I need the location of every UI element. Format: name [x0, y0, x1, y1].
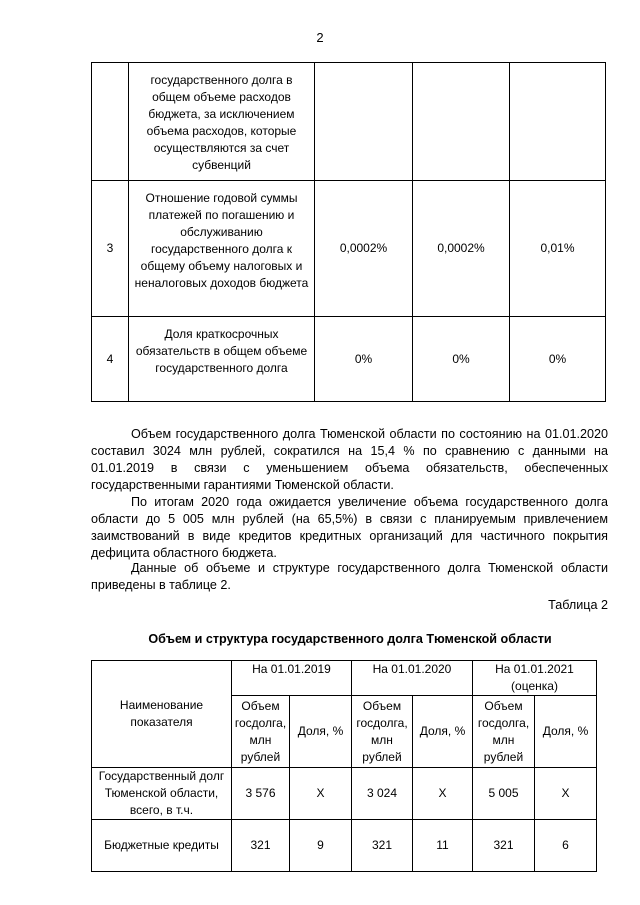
- value-cell: 0,0002%: [315, 181, 413, 317]
- share-header: Доля, %: [290, 696, 352, 768]
- paragraph: Данные об объеме и структуре государственного долга Тюменской области приведены в таблице 2.: [91, 561, 608, 592]
- value-cell: [315, 63, 413, 181]
- value-cell: 9: [290, 820, 352, 872]
- indicator-text: Отношение годовой суммы платежей по погашению и обслуживанию государственного долга к общему объему налоговых и неналоговых доходов бюджета: [129, 181, 315, 317]
- debt-structure-table: [91, 660, 597, 872]
- value-cell: Х: [535, 768, 597, 820]
- volume-header: Объем госдолга, млн рублей: [352, 696, 413, 768]
- period-header: На 01.01.2019: [232, 661, 352, 696]
- value-cell: 0,0002%: [413, 181, 510, 317]
- value-cell: 11: [413, 820, 473, 872]
- page-number: 2: [316, 30, 324, 45]
- table-row: [92, 317, 606, 402]
- value-cell: 321: [352, 820, 413, 872]
- table-row: [92, 181, 606, 317]
- value-cell: 3 576: [232, 768, 290, 820]
- value-cell: 0%: [510, 317, 606, 402]
- paragraph: Объем государственного долга Тюменской области по состоянию на 01.01.2020 составил 3024 млн рублей, сократился на 15,4 % по сравнению с данными на 01.01.2019 в связи с уменьшением объема обязательств, обеспеченных государственными гарантиями Тюменской области.: [91, 427, 608, 492]
- share-header: Доля, %: [413, 696, 473, 768]
- value-cell: 0,01%: [510, 181, 606, 317]
- table-row: [92, 820, 597, 872]
- indicator-text: Доля краткосрочных обязательств в общем объеме государственного долга: [129, 317, 315, 402]
- share-header: Доля, %: [535, 696, 597, 768]
- value-cell: 0%: [315, 317, 413, 402]
- period-header: На 01.01.2020: [352, 661, 473, 696]
- value-cell: Х: [290, 768, 352, 820]
- row-name: Государственный долг Тюменской области, всего, в т.ч.: [92, 768, 232, 820]
- table-title: Объем и структура государственного долга Тюменской области: [148, 632, 552, 646]
- indicator-text: государственного долга в общем объеме расходов бюджета, за исключением объема расходов, которые осуществляются за счет субвенций: [129, 63, 315, 181]
- indicators-table: [91, 62, 606, 402]
- table-row: [92, 768, 597, 820]
- value-cell: [413, 63, 510, 181]
- value-cell: 3 024: [352, 768, 413, 820]
- volume-header: Объем госдолга, млн рублей: [232, 696, 290, 768]
- period-header: На 01.01.2021 (оценка): [473, 661, 597, 696]
- header-row: [92, 661, 597, 696]
- body-text: [91, 560, 608, 594]
- value-cell: 321: [473, 820, 535, 872]
- row-name: Бюджетные кредиты: [92, 820, 232, 872]
- row-number: 3: [92, 181, 129, 317]
- table-caption: Таблица 2: [548, 598, 608, 612]
- value-cell: 0%: [413, 317, 510, 402]
- header-name: Наименование показателя: [92, 661, 232, 768]
- volume-header: Объем госдолга, млн рублей: [473, 696, 535, 768]
- body-text: [91, 426, 608, 562]
- value-cell: 6: [535, 820, 597, 872]
- value-cell: Х: [413, 768, 473, 820]
- value-cell: 321: [232, 820, 290, 872]
- value-cell: [510, 63, 606, 181]
- row-number: [92, 63, 129, 181]
- row-number: 4: [92, 317, 129, 402]
- paragraph: По итогам 2020 года ожидается увеличение объема государственного долга области до 5 005 млн рублей (на 65,5%) в связи с планируемым привлечением заимствований в виде кредитов кредитных организаций для частичного покрытия дефицита областного бюджета.: [91, 495, 608, 560]
- table-row: [92, 63, 606, 181]
- value-cell: 5 005: [473, 768, 535, 820]
